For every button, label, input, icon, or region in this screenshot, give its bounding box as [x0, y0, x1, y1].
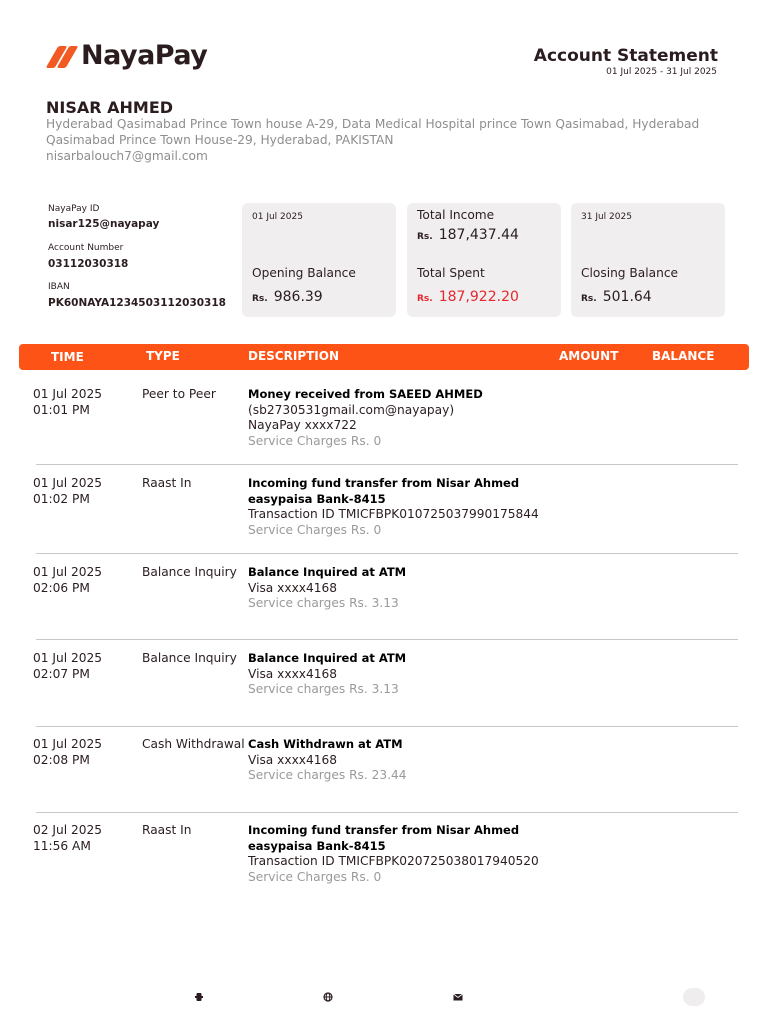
row-title: Cash Withdrawn at ATM: [248, 737, 403, 751]
opening-balance-value: 986.39: [273, 289, 323, 305]
iban-value: PK60NAYA1234503112030318: [48, 297, 226, 309]
row-detail: Visa xxxx4168: [248, 752, 338, 767]
row-time: 02:08 PM: [33, 752, 90, 767]
row-title: Balance Inquired at ATM: [248, 565, 407, 579]
nayapay-logo: [46, 40, 207, 71]
currency-label: Rs.: [252, 294, 268, 304]
total-income-amount: [417, 227, 519, 243]
row-date: 02 Jul 2025: [33, 823, 102, 837]
row-charges: Service charges Rs. 3.13: [248, 596, 399, 610]
nayapay-logo-icon: [46, 44, 76, 68]
opening-date: 01 Jul 2025: [252, 212, 303, 222]
row-title: Incoming fund transfer from Nisar Ahmed: [248, 823, 520, 837]
statement-title: Account Statement: [533, 46, 718, 66]
row-date: 01 Jul 2025: [33, 737, 102, 751]
row-description: [248, 823, 568, 885]
closing-balance-amount: [581, 289, 652, 305]
row-charges: Service charges Rs. 23.44: [248, 768, 407, 782]
row-detail: Transaction ID TMICFBPK010725037990175844: [248, 507, 539, 521]
row-detail: Visa xxxx4168: [248, 666, 338, 681]
total-spent-amount: [417, 289, 519, 305]
row-type: Raast In: [142, 823, 192, 837]
footer-badge: [683, 988, 705, 1006]
currency-label: Rs.: [417, 232, 433, 242]
closing-balance-label: Closing Balance: [581, 266, 679, 280]
customer-email: nisarbalouch7@gmail.com: [46, 149, 208, 163]
row-divider: [36, 464, 738, 465]
header-balance: BALANCE: [652, 349, 715, 363]
row-divider: [36, 639, 738, 640]
row-time: 01:02 PM: [33, 491, 90, 506]
row-detail: NayaPay xxxx722: [248, 418, 357, 432]
row-title: Balance Inquired at ATM: [248, 651, 407, 665]
nayapay-id-label: NayaPay ID: [48, 204, 100, 214]
transactions-table-header: [19, 344, 749, 370]
currency-label: Rs.: [417, 294, 433, 304]
closing-balance-card: [571, 203, 725, 317]
opening-balance-amount: [252, 289, 323, 305]
row-divider: [36, 812, 738, 813]
row-divider: [36, 726, 738, 727]
header-time: TIME: [51, 350, 84, 364]
header-type: TYPE: [146, 349, 180, 363]
row-detail: Visa xxxx4168: [248, 580, 338, 595]
income-spent-card: [407, 203, 561, 317]
row-datetime: [33, 737, 102, 768]
row-title: Incoming fund transfer from Nisar Ahmed: [248, 476, 520, 490]
globe-icon: [323, 992, 333, 1005]
customer-name: NISAR AHMED: [46, 98, 174, 117]
row-date: 01 Jul 2025: [33, 651, 102, 665]
account-number-value: 03112030318: [48, 258, 129, 270]
row-detail: Transaction ID TMICFBPK020725038017940520: [248, 854, 539, 868]
row-type: Raast In: [142, 476, 192, 490]
row-description: [248, 387, 568, 449]
row-divider: [36, 553, 738, 554]
row-subtitle: easypaisa Bank-8415: [248, 491, 386, 506]
total-income-value: 187,437.44: [438, 227, 519, 243]
mail-icon: [453, 992, 463, 1005]
total-spent-label: Total Spent: [417, 266, 485, 280]
total-spent-value: 187,922.20: [438, 289, 519, 305]
closing-balance-value: 501.64: [602, 289, 652, 305]
closing-date: 31 Jul 2025: [581, 212, 632, 222]
currency-label: Rs.: [581, 294, 597, 304]
opening-balance-card: [242, 203, 396, 317]
header-amount: AMOUNT: [559, 349, 619, 363]
row-detail: (sb2730531gmail.com@nayapay): [248, 402, 455, 417]
brand-name: NayaPay: [81, 40, 208, 71]
row-datetime: [33, 823, 102, 854]
row-date: 01 Jul 2025: [33, 387, 102, 401]
row-description: [248, 737, 568, 784]
nayapay-id-value: nisar125@nayapay: [48, 218, 160, 230]
row-time: 02:06 PM: [33, 580, 90, 595]
row-time: 11:56 AM: [33, 838, 91, 853]
row-subtitle: easypaisa Bank-8415: [248, 838, 386, 853]
row-description: [248, 476, 568, 538]
opening-balance-label: Opening Balance: [252, 266, 356, 280]
row-datetime: [33, 651, 102, 682]
row-time: 02:07 PM: [33, 666, 90, 681]
row-datetime: [33, 387, 102, 418]
total-income-label: Total Income: [417, 208, 495, 222]
row-type: Peer to Peer: [142, 387, 216, 401]
iban-label: IBAN: [48, 282, 70, 292]
row-date: 01 Jul 2025: [33, 476, 102, 490]
row-date: 01 Jul 2025: [33, 565, 102, 579]
row-charges: Service Charges Rs. 0: [248, 869, 382, 884]
row-description: [248, 565, 568, 612]
row-datetime: [33, 476, 102, 507]
row-charges: Service Charges Rs. 0: [248, 522, 382, 537]
phone-icon: [194, 992, 204, 1005]
row-charges: Service charges Rs. 3.13: [248, 682, 399, 696]
account-number-label: Account Number: [48, 243, 124, 253]
row-description: [248, 651, 568, 698]
row-datetime: [33, 565, 102, 596]
customer-address: Hyderabad Qasimabad Prince Town house A-29, Data Medical Hospital prince Town Qasimabad, Hyderabad Qasimabad Prince Town House-29, Hyderabad, PAKISTAN: [46, 117, 700, 147]
statement-period: 01 Jul 2025 - 31 Jul 2025: [606, 67, 717, 77]
row-type: Balance Inquiry: [142, 651, 237, 665]
row-time: 01:01 PM: [33, 402, 90, 417]
row-charges: Service Charges Rs. 0: [248, 433, 382, 448]
row-type: Cash Withdrawal: [142, 737, 245, 751]
header-description: DESCRIPTION: [248, 349, 340, 363]
row-type: Balance Inquiry: [142, 565, 237, 579]
row-title: Money received from SAEED AHMED: [248, 387, 483, 401]
